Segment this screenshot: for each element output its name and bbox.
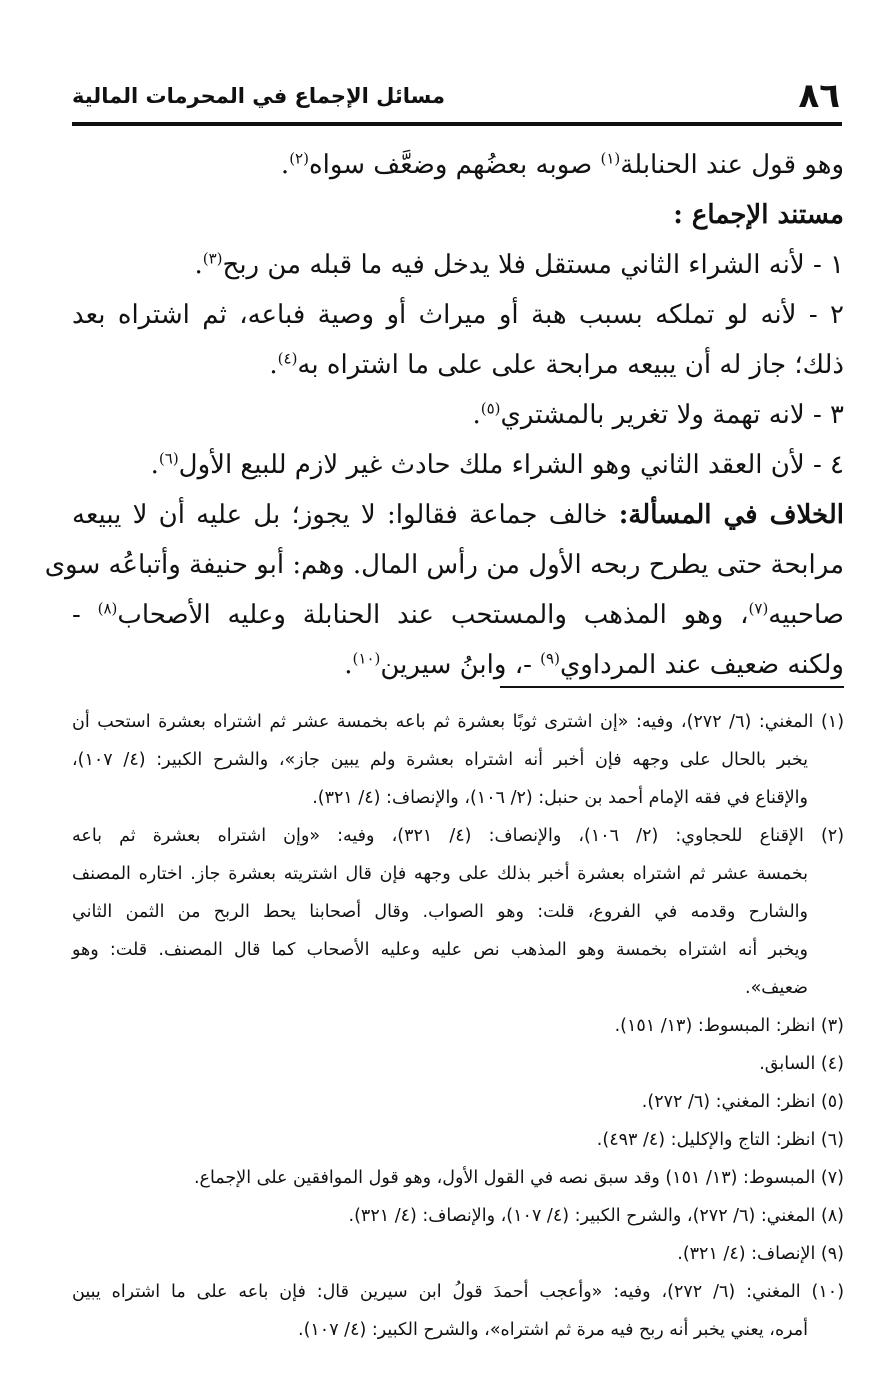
section-heading: مستند الإجماع :: [673, 200, 844, 230]
footnote-5: (٥) انظر: المغني: (٦/ ٢٧٢).: [641, 1092, 844, 1112]
footnote-2-cont: ويخبر أنه اشتراه بخمسة وهو المذهب نص عليه وعليه الأصحاب كما قال المصنف. قلت: وهو: [72, 940, 808, 960]
text: -، وابنُ سيرين: [380, 650, 541, 680]
running-title: مسائل الإجماع في المحرمات المالية: [72, 84, 445, 108]
body-line-5: [269, 340, 844, 390]
footnote-ref[interactable]: (٨): [97, 599, 118, 618]
footnote-2: (٢) الإقناع للحجاوي: (٢/ ١٠٦)، والإنصاف: (٤/ ٣٢١)، وفيه: «وإن اشتراه بعشرة ثم باعه: [72, 826, 845, 846]
text: ، وهو المذهب والمستحب عند الحنابلة وعليه الأصحاب: [117, 600, 749, 630]
text: ٤ - لأن العقد الثاني وهو الشراء ملك حادث غير لازم للبيع الأول: [178, 450, 844, 480]
text: ولكنه ضعيف عند المرداوي: [559, 650, 844, 680]
body-line-3: [194, 240, 844, 290]
footnote-1-cont: يخبر بالحال على وجهه فإن أخبر أنه اشتراه بعشرة ولم يبين جاز»، والشرح الكبير: (٤/ ١٠٧)،: [72, 750, 808, 770]
body-line-8: [72, 490, 844, 540]
text: -: [72, 600, 98, 630]
text: ذلك؛ جاز له أن يبيعه مرابحة على على ما اشتراه به: [297, 350, 844, 380]
footnote-ref[interactable]: (٢): [289, 149, 309, 168]
footnote-ref[interactable]: (١٠): [352, 649, 381, 668]
text: .: [472, 400, 481, 430]
footnote-ref[interactable]: (٩): [540, 649, 560, 668]
footnote-7: (٧) المبسوط: (١٣/ ١٥١) وقد سبق نصه في القول الأول، وهو قول الموافقين على الإجماع.: [193, 1168, 844, 1188]
body-line-6: [472, 390, 844, 440]
body-line-4: ٢ - لأنه لو تملكه بسبب هبة أو ميراث أو وصية فباعه، ثم اشتراه بعد: [72, 300, 844, 330]
text: صوبه بعضُهم وضعَّف سواه: [308, 150, 601, 180]
text: .: [150, 450, 159, 480]
text: ١ - لأنه الشراء الثاني مستقل فلا يدخل فيه ما قبله من ربح: [222, 250, 844, 280]
footnote-6: (٦) انظر: التاج والإكليل: (٤/ ٤٩٣).: [596, 1130, 844, 1150]
footnote-2-cont: والشارح وقدمه في الفروع، قلت: وهو الصواب. وقال أصحابنا يحط الربح من الثمن الثاني: [72, 902, 808, 922]
text: صاحبيه: [768, 600, 844, 630]
footnote-ref[interactable]: (٦): [158, 449, 179, 468]
footnote-ref[interactable]: (٤): [277, 349, 298, 368]
footnote-1: (١) المغني: (٦/ ٢٧٢)، وفيه: «إن اشترى ثوبًا بعشرة ثم باعه بخمسة عشر ثم اشتراه بعشرة استحب أن: [72, 712, 845, 732]
body-line-10: [72, 590, 844, 640]
text: خالف جماعة فقالوا: لا يجوز؛ بل عليه أن لا يبيعه: [72, 500, 619, 530]
body-line-9: مرابحة حتى يطرح ربحه الأول من رأس المال. وهم: أبو حنيفة وأتباعُه سوى: [44, 550, 844, 580]
text: وهو قول عند الحنابلة: [620, 150, 844, 180]
footnote-10: (١٠) المغني: (٦/ ٢٧٢)، وفيه: «وأعجب أحمدَ قولُ ابن سيرين قال: فإن باعه على ما اشتراه يبين: [72, 1282, 845, 1302]
footnote-9: (٩) الإنصاف: (٤/ ٣٢١).: [677, 1244, 844, 1264]
page-header: [72, 72, 840, 120]
text: ٣ - لانه تهمة ولا تغرير بالمشتري: [500, 400, 844, 430]
text: .: [269, 350, 278, 380]
body-line-11: [344, 640, 844, 690]
footnote-8: (٨) المغني: (٦/ ٢٧٢)، والشرح الكبير: (٤/ ١٠٧)، والإنصاف: (٤/ ٣٢١).: [348, 1206, 844, 1226]
footnote-3: (٣) انظر: المبسوط: (١٣/ ١٥١).: [614, 1016, 844, 1036]
body-line-7: [151, 440, 844, 490]
footnote-1-cont: والإقناع في فقه الإمام أحمد بن حنبل: (٢/ ١٠٦)، والإنصاف: (٤/ ٣٢١).: [312, 788, 808, 808]
text: .: [194, 250, 203, 280]
footnote-ref[interactable]: (٣): [202, 249, 223, 268]
dispute-heading: الخلاف في المسألة:: [618, 500, 844, 530]
footnote-2-cont: ضعيف».: [745, 978, 808, 998]
footnote-ref[interactable]: (١): [600, 149, 621, 168]
body-line-1: [281, 140, 844, 190]
footnote-10-cont: أمره، يعني يخبر أنه ربح فيه مرة ثم اشتراه»، والشرح الكبير: (٤/ ١٠٧).: [298, 1320, 808, 1340]
footnote-separator: [500, 686, 844, 688]
footnote-4: (٤) السابق.: [759, 1054, 844, 1074]
text: .: [344, 650, 353, 680]
page-number: ٨٦: [798, 76, 840, 116]
footnote-ref[interactable]: (٧): [748, 599, 769, 618]
text: .: [280, 150, 290, 180]
footnote-ref[interactable]: (٥): [480, 399, 501, 418]
footnote-2-cont: بخمسة عشر ثم اشتراه بعشرة أخبر بذلك على وجهه فإن قال اشتريته بعشرة جاز. اختاره المصنف: [72, 864, 808, 884]
header-rule: [72, 122, 842, 126]
